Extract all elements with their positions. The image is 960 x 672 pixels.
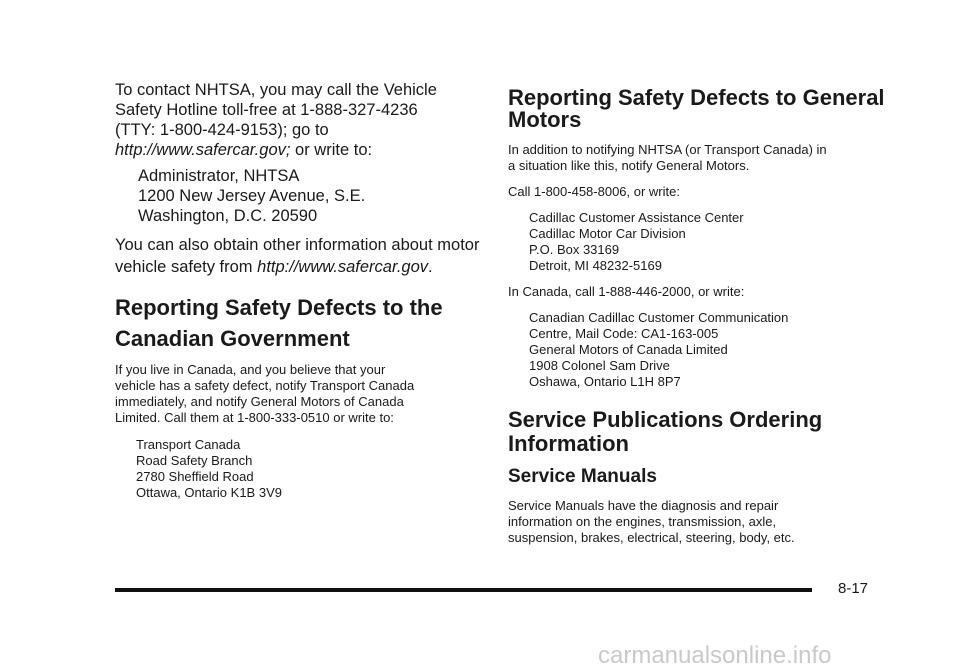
cadillac-address	[508, 210, 883, 274]
heading-service-publications	[508, 406, 883, 457]
text-fragment: .	[428, 258, 433, 276]
text-line: To contact NHTSA, you may call the Vehicle	[115, 81, 437, 99]
heading-line: Information	[508, 431, 629, 456]
text-line	[115, 256, 475, 278]
text-fragment: vehicle safety from	[115, 258, 258, 276]
text-line: Service Manuals have the diagnosis and repair	[508, 498, 779, 513]
also-obtain-paragraph	[115, 234, 480, 278]
heading-line: Reporting Safety Defects to the	[115, 295, 443, 320]
address-line: Administrator, NHTSA	[138, 167, 300, 185]
address-line: Oshawa, Ontario L1H 8P7	[529, 374, 681, 389]
address-line: 1908 Colonel Sam Drive	[529, 358, 670, 373]
canada-gm-address	[508, 310, 883, 390]
text-line: You can also obtain other information about motor	[115, 236, 480, 254]
text-line: In addition to notifying NHTSA (or Transport Canada) in	[508, 142, 827, 157]
canada-body-paragraph	[115, 362, 475, 426]
address-line: Road Safety Branch	[136, 453, 253, 468]
address-line: General Motors of Canada Limited	[529, 342, 728, 357]
heading-line: Reporting Safety Defects to General	[508, 85, 885, 110]
address-line: Canadian Cadillac Customer Communication	[529, 310, 789, 325]
left-column	[115, 80, 480, 501]
safercar-link-2[interactable]: http://www.safercar.gov	[257, 258, 429, 276]
heading-service-manuals: Service Manuals	[508, 466, 657, 487]
address-line: Cadillac Customer Assistance Center	[529, 210, 744, 225]
watermark: carmanualsonline.info	[598, 642, 832, 669]
text-line: vehicle has a safety defect, notify Transport Canada	[115, 378, 415, 393]
address-line: Cadillac Motor Car Division	[529, 226, 686, 241]
text-line: a situation like this, notify General Motors.	[508, 158, 750, 173]
text-fragment: or write to:	[290, 141, 373, 159]
nhtsa-contact-paragraph	[115, 80, 475, 160]
footer-rule	[115, 588, 812, 592]
transport-canada-address	[115, 437, 475, 501]
safercar-link[interactable]: http://www.safercar.gov;	[115, 141, 291, 159]
text-line: suspension, brakes, electrical, steering, body, etc.	[508, 530, 795, 545]
page-number: 8-17	[838, 580, 869, 597]
heading-line: Service Publications Ordering	[508, 407, 823, 432]
text-line: immediately, and notify General Motors of Canada	[115, 394, 404, 409]
manuals-body-paragraph	[508, 498, 883, 546]
heading-canadian-government	[115, 294, 475, 352]
heading-line: Canadian Government	[115, 326, 350, 351]
heading-general-motors	[508, 84, 883, 133]
text-line: Limited. Call them at 1-800-333-0510 or write to:	[115, 410, 394, 425]
address-line: Detroit, MI 48232-5169	[529, 258, 662, 273]
right-column	[508, 84, 883, 546]
address-line: P.O. Box 33169	[529, 242, 620, 257]
address-line: Centre, Mail Code: CA1-163-005	[529, 326, 719, 341]
text-line: information on the engines, transmission, axle,	[508, 514, 777, 529]
gm-body-paragraph	[508, 142, 883, 174]
address-line: Ottawa, Ontario K1B 3V9	[136, 485, 282, 500]
text-line: Safety Hotline toll-free at 1-888-327-4236	[115, 101, 418, 119]
address-line: Transport Canada	[136, 437, 241, 452]
address-line: 2780 Sheffield Road	[136, 469, 254, 484]
text-line: If you live in Canada, and you believe that your	[115, 362, 386, 377]
address-line: 1200 New Jersey Avenue, S.E.	[138, 187, 366, 205]
address-line: Washington, D.C. 20590	[138, 207, 318, 225]
call-canada-line: In Canada, call 1-888-446-2000, or write:	[508, 284, 745, 299]
text-line	[115, 140, 475, 160]
text-line: (TTY: 1-800-424-9153); go to	[115, 121, 329, 139]
nhtsa-address	[115, 166, 475, 226]
call-us-line: Call 1-800-458-8006, or write:	[508, 184, 680, 199]
heading-line: Motors	[508, 107, 582, 132]
